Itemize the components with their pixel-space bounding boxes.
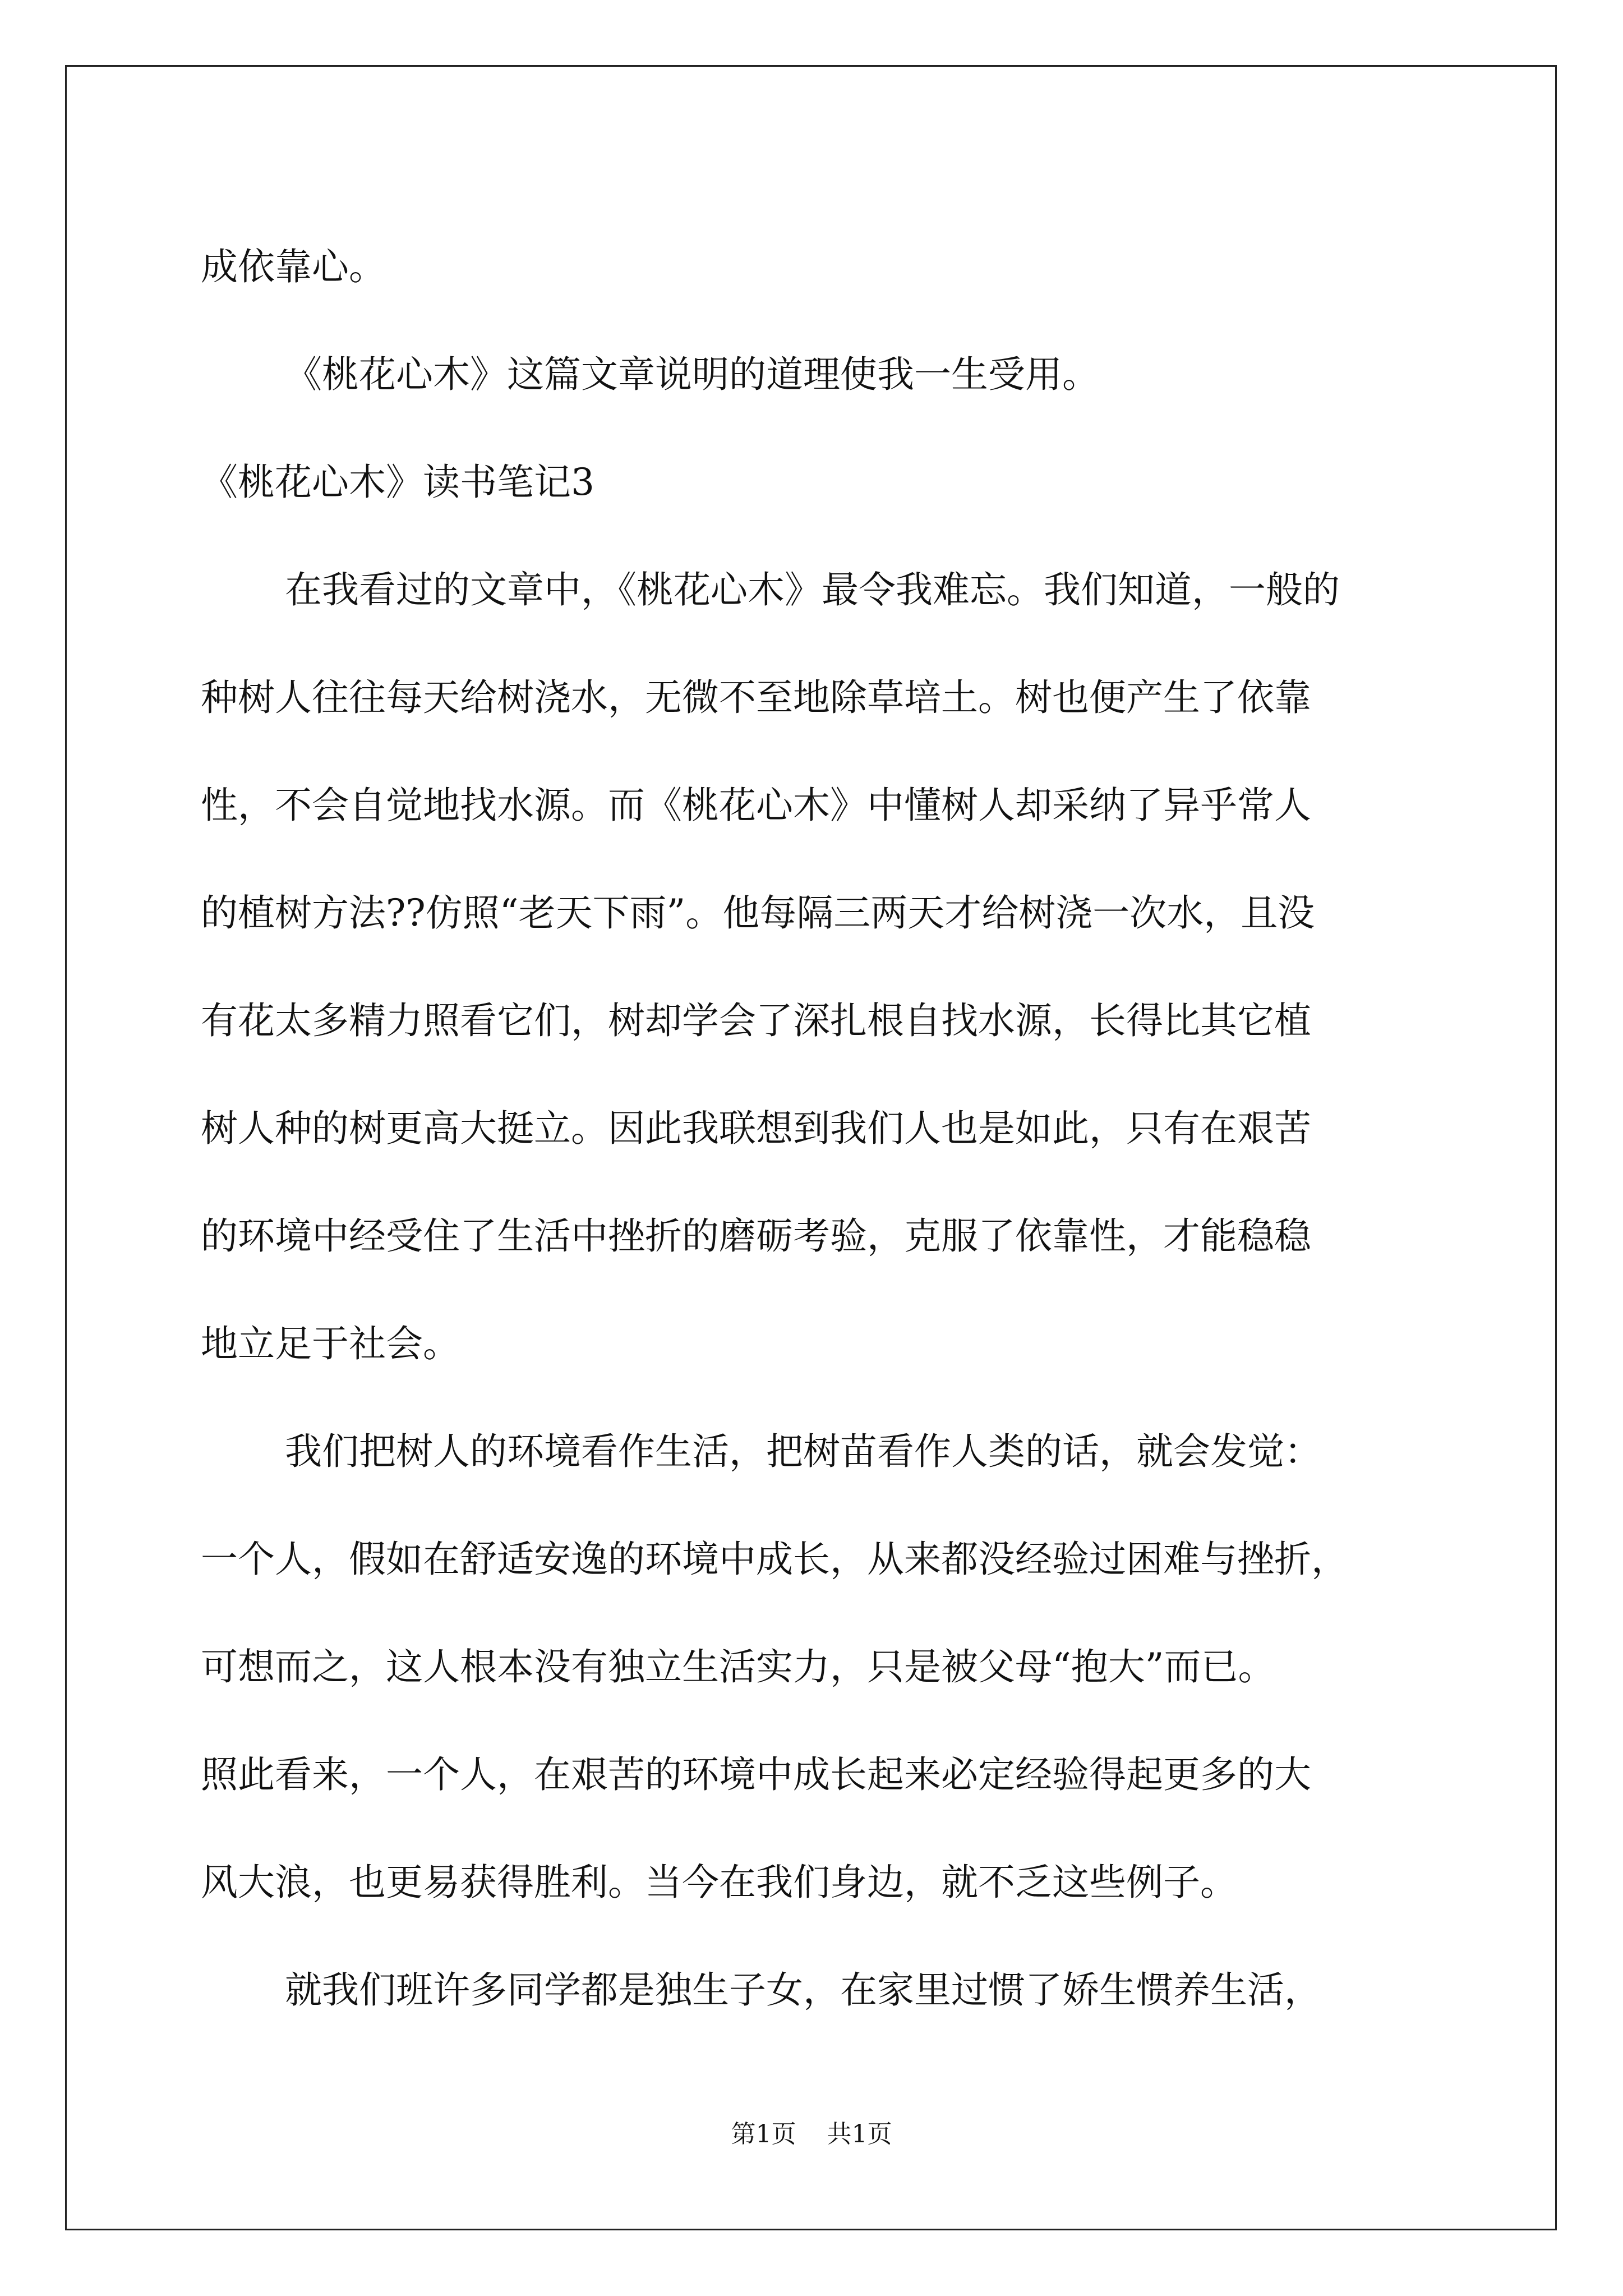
paragraph-line: 《桃花心木》这篇文章说明的道理使我一生受用。: [285, 353, 1099, 396]
paragraph-line: 的植树方法??仿照“老天下雨”。他每隔三两天才给树浇一次水，且没: [201, 891, 1315, 935]
paragraph-line: 就我们班许多同学都是独生子女，在家里过惯了娇生惯养生活，: [285, 1968, 1321, 2012]
paragraph-line: 在我看过的文章中，《桃花心木》最令我难忘。我们知道，一般的: [285, 568, 1340, 611]
paragraph-line: 地立足于社会。: [201, 1322, 460, 1365]
paragraph-line: 风大浪，也更易获得胜利。当今在我们身边，就不乏这些例子。: [201, 1861, 1237, 1904]
paragraph-line: 有花太多精力照看它们，树却学会了深扎根自找水源，长得比其它植: [201, 999, 1311, 1042]
document-body: [201, 213, 1435, 2044]
paragraph-line: 树人种的树更高大挺立。因此我联想到我们人也是如此，只有在艰苦: [201, 1107, 1311, 1150]
paragraph-line: 可想而之，这人根本没有独立生活实力，只是被父母“抱大”而已。: [201, 1645, 1275, 1688]
section-heading: 《桃花心木》读书笔记3: [201, 461, 594, 504]
paragraph-line: 种树人往往每天给树浇水，无微不至地除草培土。树也便产生了依靠: [201, 676, 1311, 719]
paragraph-line: 性，不会自觉地找水源。而《桃花心木》中懂树人却采纳了异乎常人: [201, 784, 1311, 827]
page-number-total: 共1页: [827, 2120, 892, 2148]
page-number-current: 第1页: [731, 2120, 796, 2148]
paragraph-line: 的环境中经受住了生活中挫折的磨砺考验，克服了依靠性，才能稳稳: [201, 1214, 1311, 1258]
paragraph-line: 照此看来，一个人，在艰苦的环境中成长起来必定经验得起更多的大: [201, 1753, 1311, 1796]
paragraph-line: 成依靠心。: [201, 245, 386, 288]
paragraph-line: 我们把树人的环境看作生活，把树苗看作人类的话，就会发觉：: [285, 1430, 1321, 1473]
page-footer: [0, 2118, 1623, 2151]
paragraph-line: 一个人，假如在舒适安逸的环境中成长，从来都没经验过困难与挫折，: [201, 1538, 1348, 1581]
